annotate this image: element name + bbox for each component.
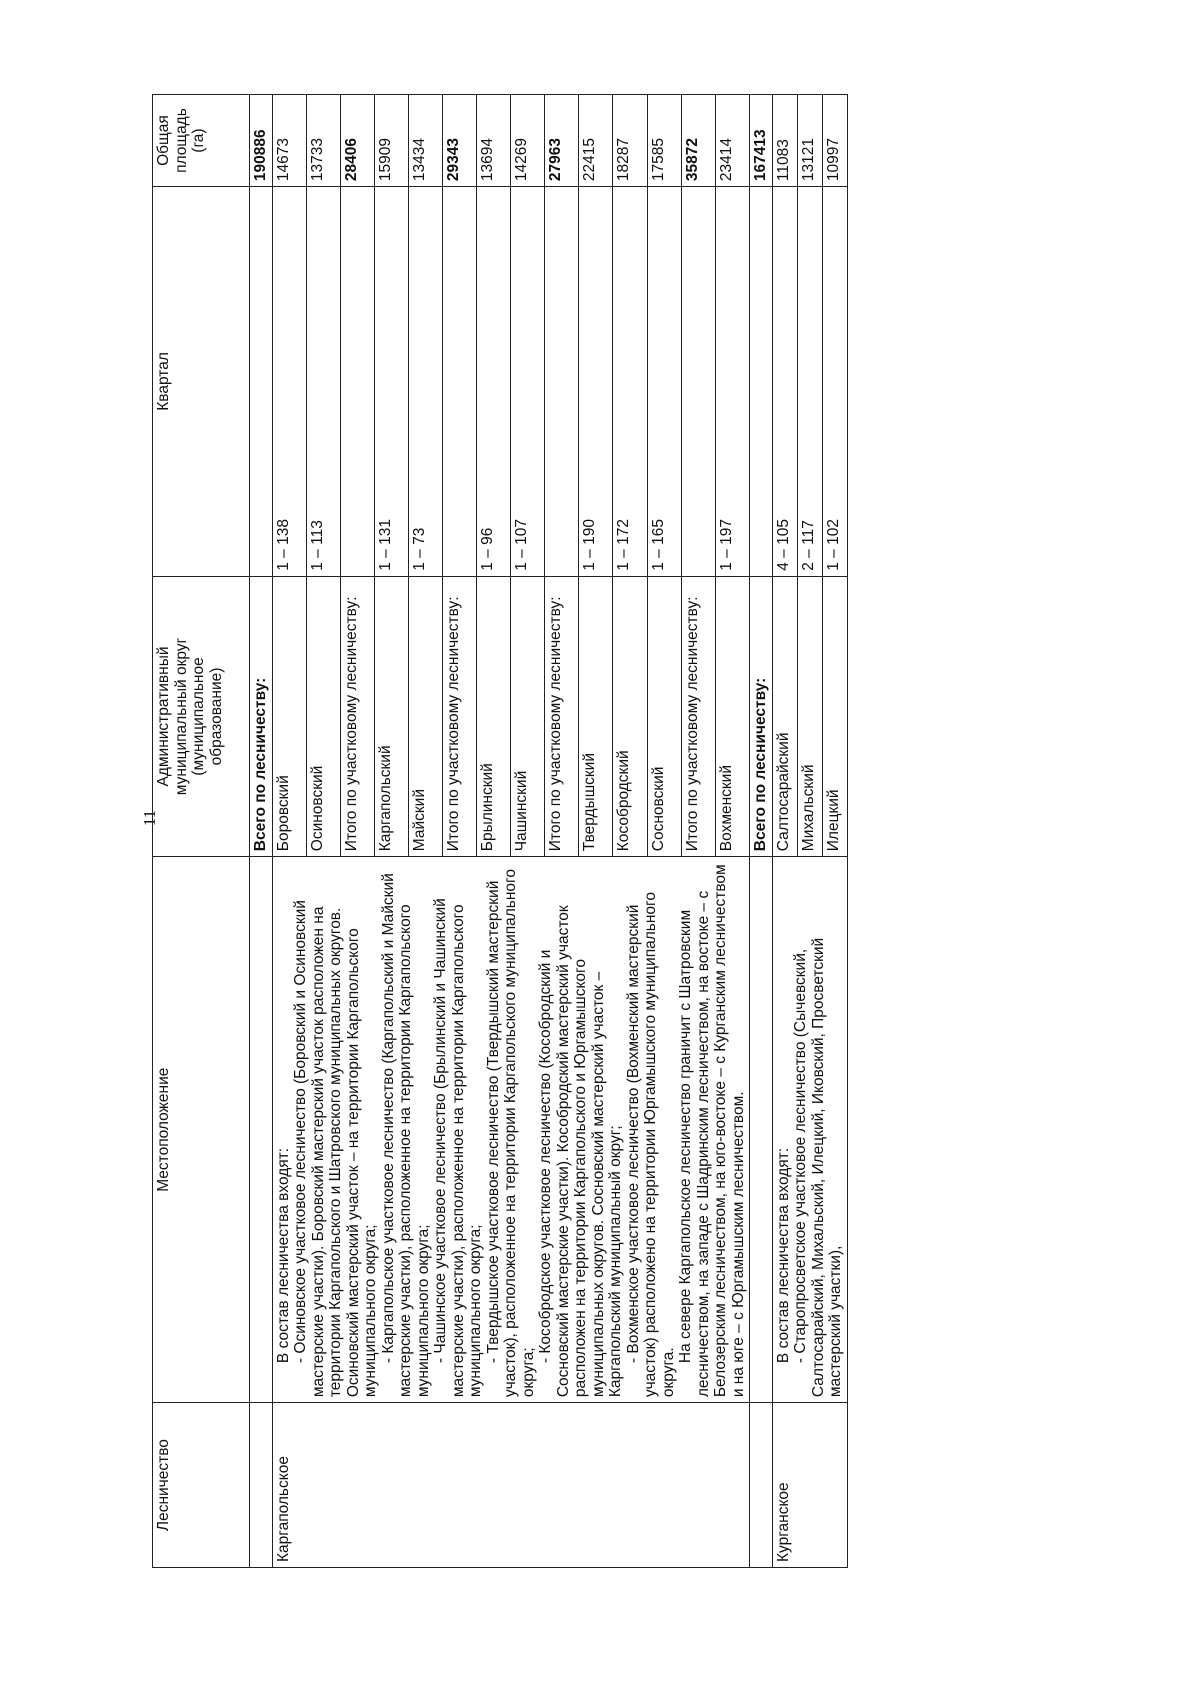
area-cell: 15909: [374, 95, 408, 187]
total-label: Всего по лесничеству:: [250, 576, 273, 856]
location-paragraph: - Кособродское участковое лесничество (Кособродский и Сосновский мастерские участки). Кособродский мастерский участок расположен на территории Каргапольского и Юргамышского муниципальных округов. Сосновский мастерский участок – Каргапольский муниципальный округ;: [537, 905, 624, 1398]
district-cell: Кособродский: [613, 576, 647, 856]
district-cell: Итого по участковому лесничеству:: [442, 576, 476, 856]
header-okrug-line: образование): [207, 667, 225, 766]
kurganskoe-section: [750, 95, 848, 1568]
lesnichestvo-name: Курганское: [772, 1403, 847, 1568]
area-cell: 17585: [647, 95, 681, 187]
quarter-cell: 1 – 102: [822, 187, 847, 577]
total-label: Всего по лесничеству:: [750, 576, 773, 856]
district-cell: Михальский: [797, 576, 822, 856]
district-cell: Илецкий: [822, 576, 847, 856]
area-cell: 13733: [306, 95, 340, 187]
area-cell: 11083: [772, 95, 797, 187]
area-cell: 35872: [681, 95, 715, 187]
quarter-cell: 4 – 105: [772, 187, 797, 577]
empty-cell: [750, 187, 773, 577]
location-paragraph: - Осиновское участковое лесничество (Боровский и Осиновский мастерские участки). Боровский мастерский участок расположен на территории Каргапольского и Шатровского муниципальных округов. Осиновский мастерский участок – на территории Каргапольского муниципального округа;: [292, 900, 379, 1398]
quarter-cell: 1 – 190: [579, 187, 613, 577]
quarter-cell: 1 – 197: [715, 187, 749, 577]
district-cell: Сосновский: [647, 576, 681, 856]
area-cell: 18287: [613, 95, 647, 187]
header-area-line: (га): [190, 128, 207, 153]
total-row: [250, 95, 273, 1568]
page-number: 11: [140, 809, 160, 827]
area-cell: 13694: [477, 95, 511, 187]
total-area: 167413: [750, 95, 773, 187]
district-cell: Итого по участковому лесничеству:: [681, 576, 715, 856]
district-cell: Итого по участковому лесничеству:: [340, 576, 374, 856]
header-area-line: Общая: [155, 115, 172, 166]
district-cell: Итого по участковому лесничеству:: [545, 576, 579, 856]
header-ploshchad: [153, 95, 250, 187]
forestry-table: [152, 94, 848, 1568]
district-cell: Твердышский: [579, 576, 613, 856]
quarter-cell: 2 – 117: [797, 187, 822, 577]
empty-cell: [250, 857, 273, 1403]
area-cell: 28406: [340, 95, 374, 187]
district-cell: Каргапольский: [374, 576, 408, 856]
district-cell: Чашинский: [511, 576, 545, 856]
district-cell: Боровский: [272, 576, 306, 856]
location-description: [272, 857, 750, 1403]
quarter-cell: [545, 187, 579, 577]
kargopolskoe-section: [250, 95, 750, 1568]
table-row: [272, 95, 306, 1568]
district-cell: Майский: [408, 576, 442, 856]
quarter-cell: [442, 187, 476, 577]
location-paragraph: В состав лесничества входят:: [274, 1147, 292, 1364]
header-lesnichestvo: Лесничество: [153, 1403, 250, 1568]
location-paragraph: В состав лесничества входят:: [774, 1147, 792, 1364]
district-cell: Салтосарайский: [772, 576, 797, 856]
lesnichestvo-name: Каргапольское: [272, 1403, 750, 1568]
quarter-cell: 1 – 138: [272, 187, 306, 577]
empty-cell: [750, 857, 773, 1403]
empty-cell: [250, 187, 273, 577]
header-okrug-line: (муниципальное: [190, 657, 207, 776]
area-cell: 13434: [408, 95, 442, 187]
quarter-cell: 1 – 113: [306, 187, 340, 577]
rotated-table-wrapper: [152, 94, 1114, 1568]
header-kvartal: Квартал: [153, 187, 250, 577]
location-paragraph: - Каргапольское участковое лесничество (Каргапольский и Майский мастерские участки), расположенное на территории Каргапольского муниципального округа;: [379, 873, 432, 1398]
location-paragraph: На севере Каргапольское лесничество граничит с Шатровским лесничеством, на западе с Шадринским лесничеством, на востоке – с Белозерским лесничеством, на юго-востоке – с Курганским лесничеством и на юге – с Юргамышским лесничеством.: [677, 864, 747, 1398]
location-paragraph: - Чашинское участковое лесничество (Брылинский и Чашинский мастерские участки), расположенное на территории Каргапольского муниципального округа;: [432, 898, 484, 1398]
district-cell: Вохменский: [715, 576, 749, 856]
header-row: [153, 95, 250, 1568]
area-cell: 22415: [579, 95, 613, 187]
location-paragraph: - Старопросветское участковое лесничество (Сычевский, Салтосарайский, Михальский, Илецкий, Иковский, Просветский мастерский участки),: [792, 937, 844, 1398]
quarter-cell: 1 – 96: [477, 187, 511, 577]
area-cell: 23414: [715, 95, 749, 187]
empty-cell: [250, 1403, 273, 1568]
header-okrug: [153, 576, 250, 856]
district-cell: Брылинский: [477, 576, 511, 856]
header-area-line: площадь: [172, 108, 190, 173]
area-cell: 10997: [822, 95, 847, 187]
table-row: [772, 95, 797, 1568]
district-cell: Осиновский: [306, 576, 340, 856]
area-cell: 14269: [511, 95, 545, 187]
header-mestopolozhenie: Местоположение: [153, 857, 250, 1403]
area-cell: 13121: [797, 95, 822, 187]
total-row: [750, 95, 773, 1568]
quarter-cell: [340, 187, 374, 577]
quarter-cell: 1 – 73: [408, 187, 442, 577]
header-okrug-line: муниципальный округ: [172, 637, 190, 796]
quarter-cell: [681, 187, 715, 577]
quarter-cell: 1 – 131: [374, 187, 408, 577]
location-paragraph: - Твердышское участковое лесничество (Твердышский мастерский участок), расположенное на территории Каргапольского муниципального округа;: [484, 869, 537, 1398]
header-okrug-line: Административный: [155, 646, 172, 787]
area-cell: 27963: [545, 95, 579, 187]
total-area: 190886: [250, 95, 273, 187]
empty-cell: [750, 1403, 773, 1568]
area-cell: 29343: [442, 95, 476, 187]
quarter-cell: 1 – 107: [511, 187, 545, 577]
quarter-cell: 1 – 165: [647, 187, 681, 577]
quarter-cell: 1 – 172: [613, 187, 647, 577]
location-description: [772, 857, 847, 1403]
location-paragraph: - Вохменское участковое лесничество (Вохменский мастерский участок) расположено на территории Юргамышского муниципального округа.: [624, 892, 677, 1398]
area-cell: 14673: [272, 95, 306, 187]
